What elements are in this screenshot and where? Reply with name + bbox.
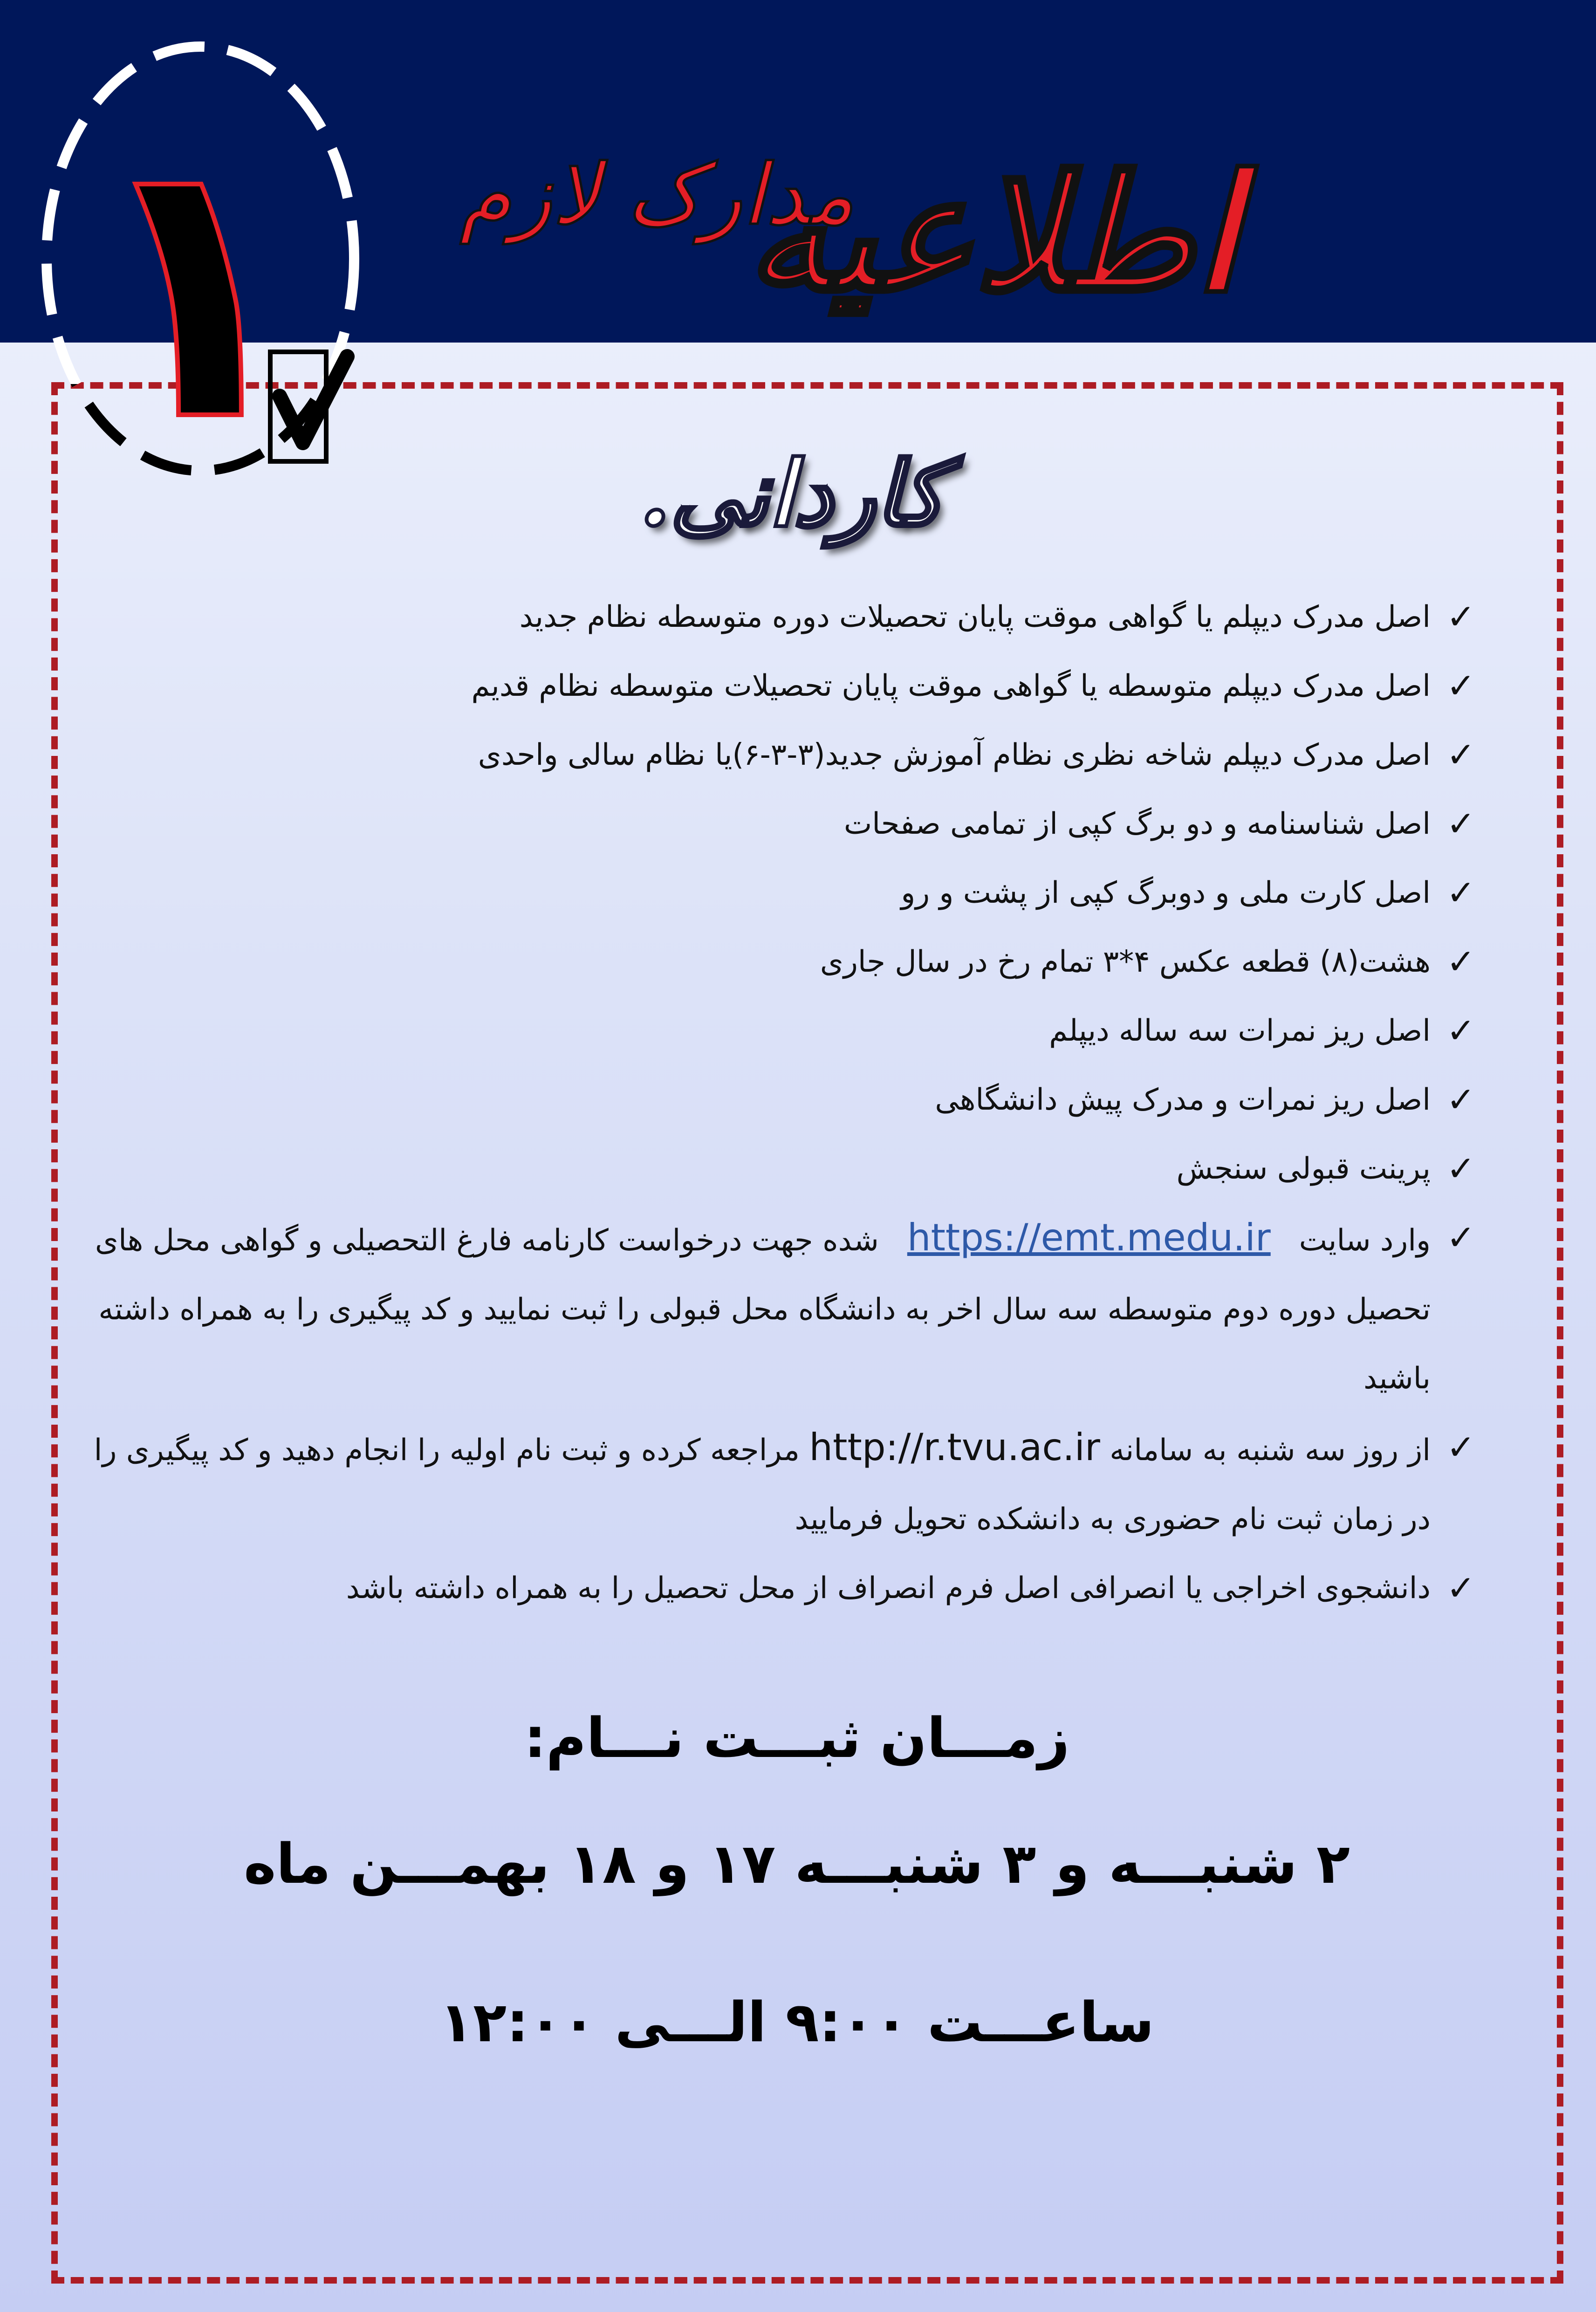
check-icon: ✓ <box>1446 1218 1475 1258</box>
list-item <box>93 652 1486 720</box>
header-subtitle: مدارک لازم <box>459 146 855 244</box>
list-item-text: دانشجوی اخراجی یا انصرافی اصل فرم انصراف از محل تحصیل را به همراه داشته باشد <box>346 1571 1431 1605</box>
check-icon: ✓ <box>1446 1568 1475 1608</box>
list-item-text: اصل مدرک دیپلم یا گواهی موقت پایان تحصیلات دوره متوسطه نظام جدید <box>519 600 1431 634</box>
tvu-text-after: مراجعه کرده و ثبت نام اولیه را انجام دهید و کد پیگیری را در زمان ثبت نام حضوری به دانشکده تحویل فرمایید <box>94 1433 1431 1537</box>
header-title: اطلاعیه <box>747 141 1239 327</box>
emt-text-after: شده جهت درخواست کارنامه فارغ التحصیلی و گواهی محل های تحصیل دوره دوم متوسطه سه سال اخر به دانشگاه محل قبولی را ثبت نمایید و کد پیگیری را به همراه داشته باشید <box>95 1223 1431 1396</box>
list-item-text: اصل ریز نمرات سه ساله دیپلم <box>1049 1014 1431 1048</box>
list-item <box>93 720 1486 789</box>
tvu-url[interactable]: http://r.tvu.ac.ir <box>809 1426 1100 1469</box>
list-item-text: اصل مدرک دیپلم متوسطه یا گواهی موقت پایان تحصیلات متوسطه نظام قدیم <box>471 669 1431 703</box>
check-icon: ✓ <box>1446 666 1475 706</box>
list-item <box>93 789 1486 858</box>
list-item <box>93 1134 1486 1203</box>
list-item-text: اصل کارت ملی و دوبرگ کپی از پشت و رو <box>901 876 1431 910</box>
check-icon: ✓ <box>1446 735 1475 775</box>
registration-label: زمـــان ثبـــت نـــام: <box>524 1706 1070 1770</box>
tvu-text-before: از روز سه شنبه به سامانه <box>1110 1433 1431 1468</box>
level-number: ۱ <box>84 77 307 501</box>
registration-dates: ۲ شنبـــه و ۳ شنبـــه ۱۷ و ۱۸ بهمـــن ماه <box>244 1832 1350 1896</box>
check-icon: ✓ <box>1446 942 1475 982</box>
section-title: کاردانی. <box>639 442 945 546</box>
list-item <box>93 858 1486 927</box>
check-icon: ✓ <box>1446 1427 1475 1468</box>
list-item-text: هشت(۸) قطعه عکس ۴*۳ تمام رخ در سال جاری <box>820 945 1431 979</box>
check-icon: ✓ <box>1446 873 1475 913</box>
list-item <box>93 927 1486 996</box>
list-item <box>93 583 1486 652</box>
check-icon: ✓ <box>1446 1011 1475 1051</box>
list-item-tvu <box>93 1413 1486 1554</box>
list-item-text: اصل مدرک دیپلم شاخه نظری نظام آموزش جدید(۳-۳-۶)یا نظام سالی واحدی <box>478 738 1431 772</box>
emt-link[interactable]: https://emt.medu.ir <box>907 1216 1271 1259</box>
check-icon: ✓ <box>1446 804 1475 844</box>
list-item <box>93 1554 1486 1623</box>
list-item <box>93 1065 1486 1134</box>
check-icon: ✓ <box>1446 1149 1475 1189</box>
list-item-text: پرینت قبولی سنجش <box>1176 1152 1431 1186</box>
check-icon: ✓ <box>1446 597 1475 637</box>
list-item-emt <box>93 1203 1486 1413</box>
registration-hours: ساعـــت ۹:۰۰ الـــی ۱۲:۰۰ <box>439 1990 1154 2054</box>
emt-text-before: وارد سایت <box>1299 1223 1431 1258</box>
list-item-text: اصل شناسنامه و دو برگ کپی از تمامی صفحات <box>843 807 1431 841</box>
list-item-text: اصل ریز نمرات و مدرک پیش دانشگاهی <box>935 1083 1431 1117</box>
check-icon: ✓ <box>1446 1080 1475 1120</box>
requirements-list <box>93 583 1486 1623</box>
list-item <box>93 996 1486 1065</box>
